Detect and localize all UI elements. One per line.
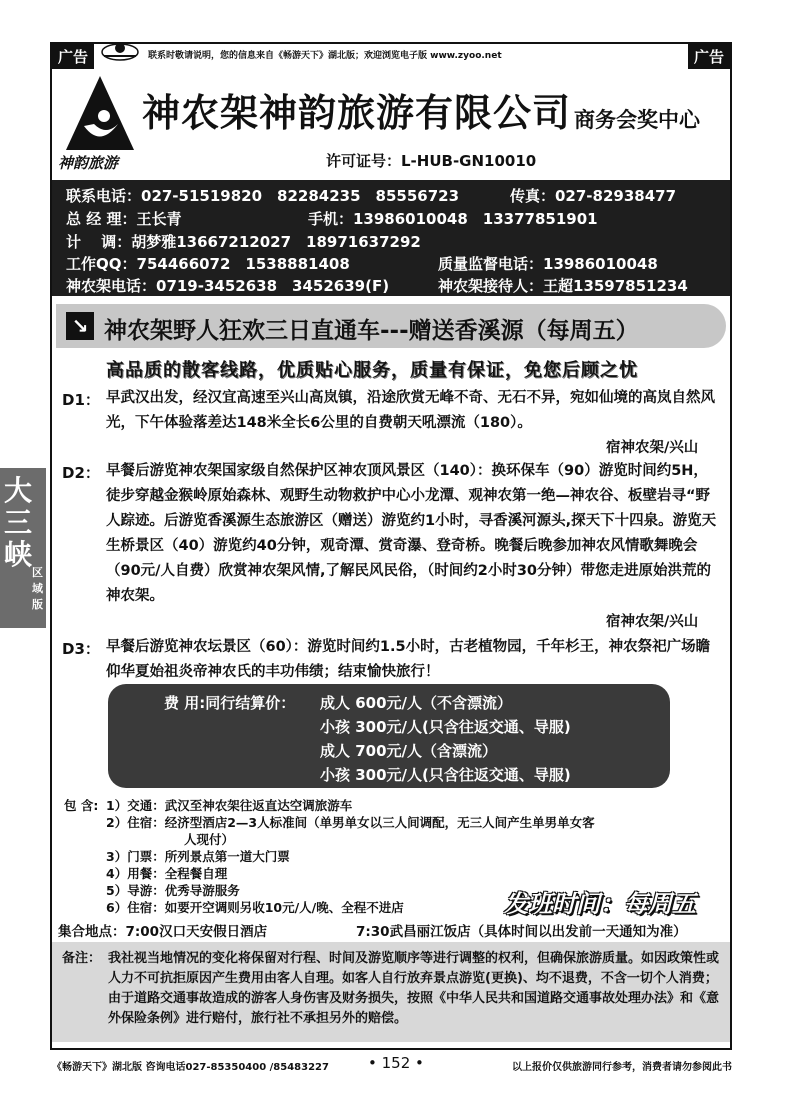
ad-tag-right: 广告 (688, 44, 730, 69)
company-logo-icon (64, 74, 136, 152)
side-tab-char-2: 三 (4, 506, 33, 539)
logo-caption: 神韵旅游 (58, 154, 119, 172)
include-lodging-cont: 人现付） (184, 832, 235, 847)
side-tab-char-3: 峡 (4, 538, 33, 571)
include-guide: 5）导游：优秀导游服务 (106, 883, 240, 898)
price-label: 费 用:同行结算价： (164, 694, 296, 712)
side-tab-small-3: 版 (32, 598, 43, 611)
price-child-2: 小孩 300元/人(只含往返交通、导服) (320, 766, 571, 784)
ad-tag-left: 广告 (52, 44, 94, 69)
notes-label: 备注： (62, 951, 102, 966)
day2-stay: 宿神农架/兴山 (606, 614, 699, 630)
side-tab-small-2: 域 (32, 582, 43, 595)
contact-phone: 联系电话：027-51519820 82284235 85556723 (66, 187, 460, 205)
day3-label: D3： (62, 640, 100, 658)
contact-receiver: 神农架接待人：王超13597851234 (438, 277, 688, 295)
arrow-icon: ↘ (66, 312, 94, 340)
day2-label: D2： (62, 464, 100, 482)
contact-box (52, 180, 730, 296)
slogan: 高品质的散客线路，优质贴心服务，质量有保证，免您后顾之忧 (106, 360, 638, 381)
include-tickets: 3）门票：所列景点第一道大门票 (106, 849, 290, 864)
region-side-tab (0, 468, 46, 628)
contact-planner: 计 调：胡梦雅13667212027 18971637292 (66, 233, 421, 251)
price-box (108, 684, 670, 788)
top-line: 联系时敬请说明，您的信息来自《畅游天下》湖北版；欢迎浏览电子版 www.zyoo.net (148, 51, 502, 61)
day1-stay: 宿神农架/兴山 (606, 440, 699, 456)
footer-left: 《畅游天下》湖北版 咨询电话027-85350400 /85483227 (52, 1062, 329, 1073)
day3-text: 早餐后游览神农坛景区（60）：游览时间约1.5小时，古老植物园，千年杉王，神农祭祀广场瞻仰华夏始祖炎帝神农氏的丰功伟绩；结束愉快旅行！ (106, 639, 711, 680)
day1-label: D1： (62, 391, 100, 409)
include-ac: 6）住宿：如要开空调则另收10元/人/晚、全程不进店 (106, 900, 404, 915)
contact-quality-phone: 质量监督电话：13986010048 (438, 255, 658, 273)
includes-label: 包 含: (64, 798, 99, 813)
notes-box (52, 942, 730, 1042)
include-transport: 1）交通：武汉至神农架往返直达空调旅游车 (106, 798, 353, 813)
contact-fax: 传真：027-82938477 (510, 187, 677, 205)
day1-text: 早武汉出发，经汉宜高速至兴山高岚镇，沿途欣赏无峰不奇、无石不异，宛如仙境的高岚自然风光，下午体验落差达148米全长6公里的自费朝天吼漂流（180）。 (106, 390, 715, 431)
company-subtitle: 商务会奖中心 (574, 108, 700, 132)
page-number: • 152 • (368, 1054, 424, 1072)
newspaper-logo-icon (100, 38, 140, 64)
contact-manager: 总 经 理：王长青 (66, 210, 182, 228)
include-lodging: 2）住宿：经济型酒店2—3人标准间（单男单女以三人间调配，无三人间产生单男单女客 (106, 815, 595, 830)
company-name: 神农架神韵旅游有限公司 (142, 91, 572, 135)
price-child-1: 小孩 300元/人(只含往返交通、导服) (320, 718, 571, 736)
meeting-point-b: 7:30武昌丽江饭店（具体时间以出发前一天通知为准） (356, 924, 687, 940)
price-adult-with-rafting: 成人 700元/人（含漂流） (320, 742, 498, 760)
footer-right: 以上报价仅供旅游同行参考，消费者请勿参阅此书 (512, 1062, 732, 1073)
contact-shennongjia-phone: 神农架电话：0719-3452638 3452639(F) (66, 277, 390, 295)
contact-qq: 工作QQ：754466072 1538881408 (66, 255, 350, 273)
day2-text: 早餐后游览神农架国家级自然保护区神农顶风景区（140）：换环保车（90）游览时间约5H，徒步穿越金猴岭原始森林、观野生动物救护中心小龙潭、观神农第一绝—神农谷、板壁岩寻“野人踪迹。后游览香溪源生态旅游区（赠送）游览约1小时，寻香溪河源头,探天下十四泉。游览天生桥景区（40）游览约40分钟，观奇潭、赏奇瀑、登奇桥。晚餐后晚参加神农风情歌舞晚会（90元/人自费）欣赏神农架风情,了解民风民俗，（时间约2小时30分钟）带您走进原始洪荒的神农架。 (106, 463, 717, 604)
meeting-point-a: 集合地点：7:00汉口天安假日酒店 (58, 924, 268, 940)
tour-title: 神农架野人狂欢三日直通车---赠送香溪源（每周五） (104, 318, 639, 344)
departure-time: 发班时间：每周五 (504, 890, 696, 918)
contact-mobile: 手机：13986010048 13377851901 (308, 210, 598, 228)
side-tab-small-1: 区 (32, 566, 43, 579)
price-adult-no-rafting: 成人 600元/人（不含漂流） (320, 694, 513, 712)
include-meals: 4）用餐：全程餐自理 (106, 866, 228, 881)
side-tab-char-1: 大 (4, 474, 33, 507)
notes-text: 我社视当地情况的变化将保留对行程、时间及游览顺序等进行调整的权利，但确保旅游质量。如因政策性或人力不可抗拒原因产生费用由客人自理。如客人自行放弃景点游览(更换)、均不退费，不含一切个人消费；由于道路交通事故造成的游客人身伤害及财务损失，按照《中华人民共和国道路交通事故处理办法》和《意外保险条例》进行赔付，旅行社不承担另外的赔偿。 (108, 951, 720, 1026)
license-number: 许可证号：L-HUB-GN10010 (326, 152, 537, 170)
